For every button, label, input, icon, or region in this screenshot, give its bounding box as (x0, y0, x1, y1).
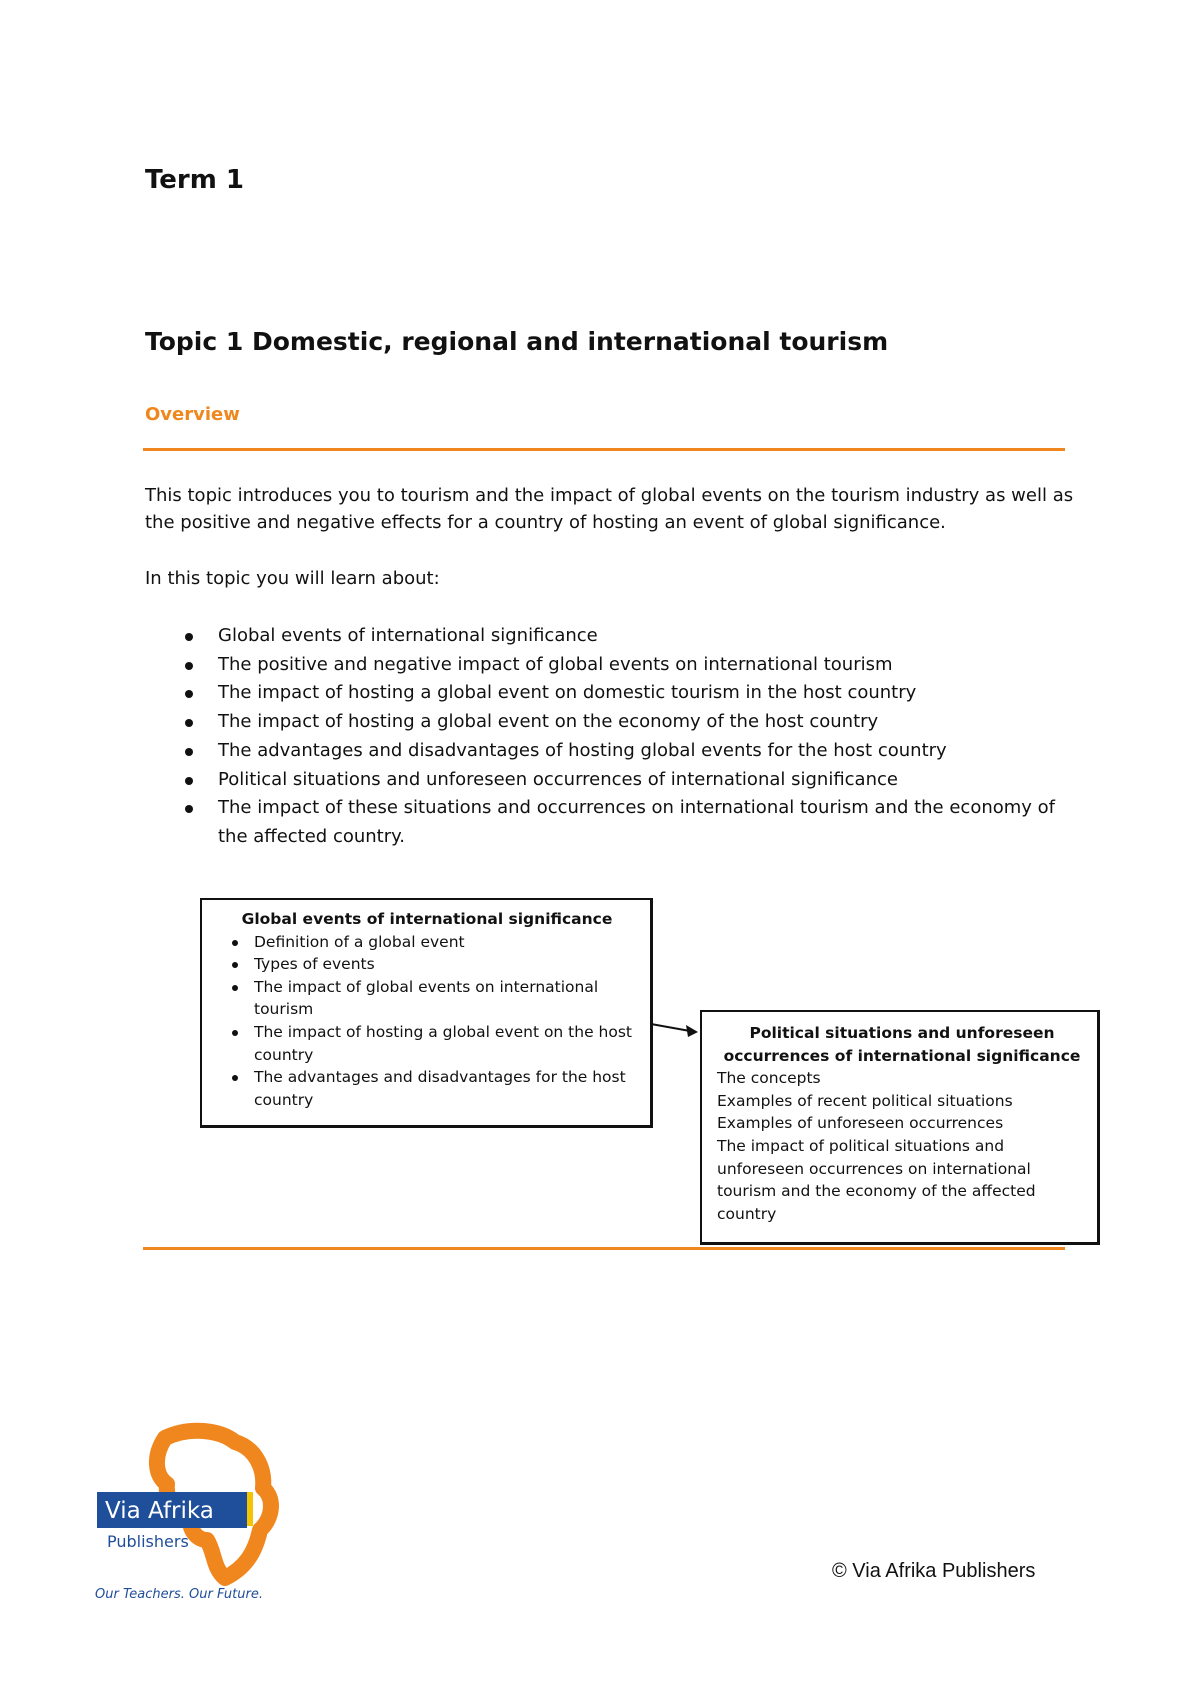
box-line: Examples of unforeseen occurrences (717, 1114, 1004, 1133)
learn-intro: In this topic you will learn about: (145, 568, 440, 589)
via-afrika-logo (95, 1418, 295, 1606)
list-item: Global events of international significance (175, 622, 1075, 651)
bullet-icon (185, 633, 193, 641)
box-line: Examples of recent political situations (717, 1091, 1013, 1110)
list-item: The impact of hosting a global event on the host country (216, 1021, 638, 1066)
list-item: The impact of hosting a global event on the economy of the host country (175, 708, 1075, 737)
list-item: The advantages and disadvantages of hosting global events for the host country (175, 737, 1075, 766)
logo-tagline: Our Teachers. Our Future. (95, 1587, 263, 1602)
arrow-icon (650, 1020, 700, 1040)
intro-paragraph: This topic introduces you to tourism and the impact of global events on the tourism industry as well as the positive and negative effects for a country of hosting an event of global significance. (145, 485, 1074, 533)
bullet-icon (185, 662, 193, 670)
global-events-list (216, 931, 638, 1112)
list-item: The impact of these situations and occurrences on international tourism and the economy of the affected country. (175, 794, 1075, 851)
list-item: Definition of a global event (216, 931, 638, 954)
topic-heading: Topic 1 Domestic, regional and international tourism (145, 327, 889, 356)
overview-label: Overview (145, 404, 240, 425)
bullet-icon (232, 962, 238, 968)
bullet-icon (185, 805, 193, 813)
logo-brand-text: Via Afrika (105, 1498, 214, 1524)
logo-sub-text: Publishers (107, 1532, 189, 1551)
global-events-box-title: Global events of international significance (241, 910, 613, 928)
copyright-text: © Via Afrika Publishers (832, 1560, 1036, 1582)
box-line: The concepts (717, 1069, 821, 1088)
list-item: The impact of global events on international tourism (216, 976, 638, 1021)
top-divider (143, 448, 1065, 451)
bullet-icon (185, 748, 193, 756)
bullet-icon (232, 1075, 238, 1081)
bullet-icon (232, 940, 238, 946)
political-situations-box-title: Political situations and unforeseen occurrences of international significance (723, 1024, 1081, 1065)
global-events-box (200, 898, 653, 1128)
political-situations-box (700, 1010, 1100, 1245)
list-item: The advantages and disadvantages for the host country (216, 1066, 638, 1111)
list-item: The positive and negative impact of global events on international tourism (175, 651, 1075, 680)
term-heading: Term 1 (145, 165, 244, 195)
bullet-icon (185, 690, 193, 698)
box-line: The impact of political situations and unforeseen occurrences on international tourism and the economy of the affected country (717, 1136, 1036, 1223)
bullet-icon (185, 777, 193, 785)
bullet-icon (232, 985, 238, 991)
bullet-icon (232, 1030, 238, 1036)
list-item: The impact of hosting a global event on domestic tourism in the host country (175, 679, 1075, 708)
list-item: Types of events (216, 953, 638, 976)
bullet-icon (185, 719, 193, 727)
learning-list (175, 622, 1075, 852)
bottom-divider (143, 1247, 1065, 1250)
list-item: Political situations and unforeseen occurrences of international significance (175, 766, 1075, 795)
